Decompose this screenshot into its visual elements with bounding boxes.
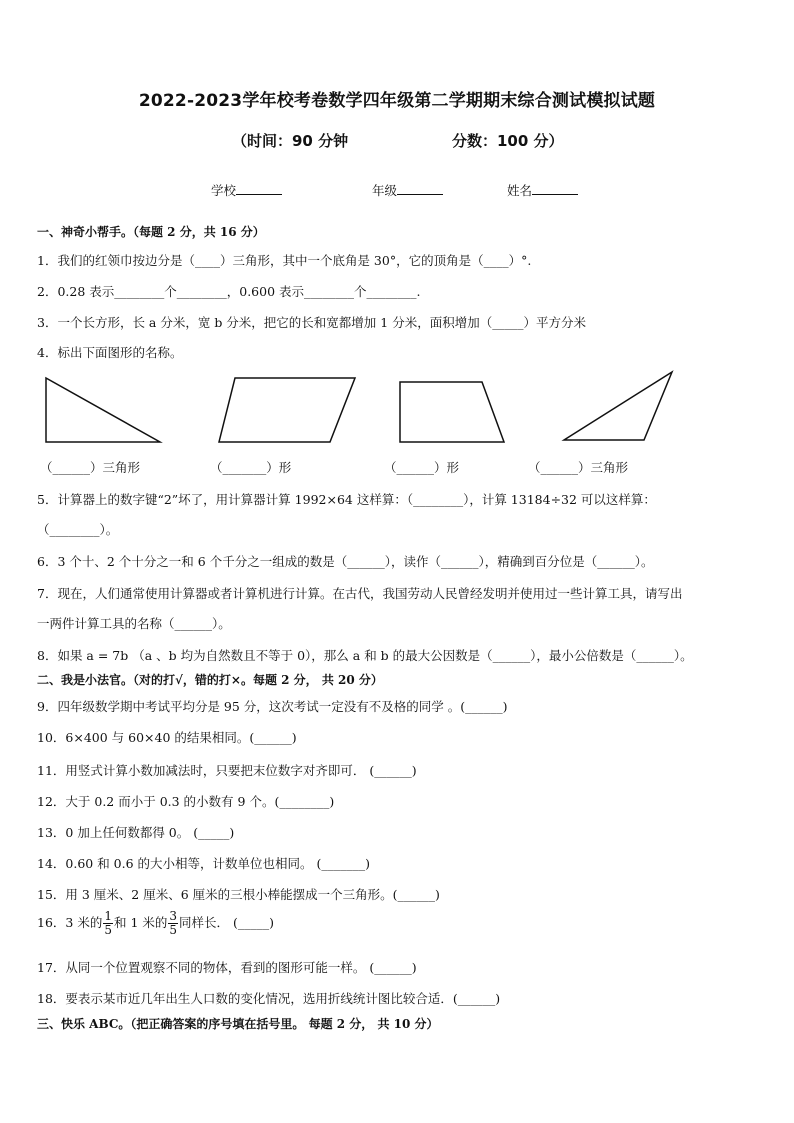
- question-2: 2．0.28 表示________个________，0.600 表示________个________.: [37, 284, 421, 299]
- question-16: 16．3 米的 $\frac{1}{5}$ 和 1 米的 $\frac{3}{5}$ 同样长． (_____): [37, 909, 275, 937]
- question-5: 5．计算器上的数字键“2”坏了，用计算器计算 1992×64 这样算：（________），计算 13184÷32 可以这样算：: [37, 492, 656, 507]
- page-title: 2022-2023学年校考卷数学四年级第二学期期末综合测试模拟试题: [138, 91, 656, 111]
- question-7: 7．现在，人们通常使用计算器或者计算机进行计算。在古代，我国劳动人民曾经发明并使用过一些计算工具，请写出: [37, 586, 683, 601]
- section-3-heading: 三、快乐 ABC。（把正确答案的序号填在括号里。 每题 2 分， 共 10 分）: [37, 1017, 439, 1031]
- question-15: 15．用 3 厘米、2 厘米、6 厘米的三根小棒能摆成一个三角形。(______): [37, 887, 440, 902]
- question-5-continued: （________）。: [37, 522, 119, 537]
- fraction-one-fifth: $\frac{1}{5}$: [104, 909, 112, 937]
- school-field[interactable]: 学校: [211, 181, 282, 199]
- question-9: 9．四年级数学期中考试平均分是 95 分，这次考试一定没有不及格的同学 。(______): [37, 699, 508, 714]
- grade-field[interactable]: 年级: [372, 181, 443, 199]
- shape-label-3: （______）形: [384, 460, 460, 475]
- question-1: 1．我们的红领巾按边分是（____）三角形，其中一个底角是 30°，它的顶角是（____）°.: [37, 253, 532, 268]
- exam-time: （时间：90 分钟: [232, 132, 349, 150]
- question-13: 13．0 加上任何数都得 0。 (_____): [37, 825, 235, 840]
- question-12: 12．大于 0.2 而小于 0.3 的小数有 9 个。(________): [37, 794, 335, 809]
- exam-score: 分数：100 分）: [452, 132, 564, 150]
- fraction-three-fifths: $\frac{3}{5}$: [169, 909, 178, 937]
- question-6: 6．3 个十、2 个十分之一和 6 个千分之一组成的数是（______），读作（______），精确到百分位是（______）。: [37, 554, 654, 569]
- question-11: 11．用竖式计算小数加减法时，只要把末位数字对齐即可． (______): [37, 763, 417, 778]
- question-18: 18．要表示某市近几年出生人口数的变化情况，选用折线统计图比较合适．(______): [37, 991, 501, 1006]
- question-8: 8．如果 a = 7b （a 、b 均为自然数且不等于 0），那么 a 和 b 的最大公因数是（______），最小公倍数是（______）。: [37, 648, 693, 663]
- question-14: 14．0.60 和 0.6 的大小相等，计数单位也相同。 (_______): [37, 856, 371, 871]
- question-10: 10．6×400 与 60×40 的结果相同。(______): [37, 730, 297, 745]
- obtuse-triangle-figure: [560, 368, 678, 446]
- question-17: 17．从同一个位置观察不同的物体，看到的图形可能一样。 (______): [37, 960, 417, 975]
- name-field[interactable]: 姓名: [507, 181, 578, 199]
- question-4: 4．标出下面图形的名称。: [37, 345, 183, 360]
- shape-label-1: （______）三角形: [40, 460, 141, 475]
- section-1-heading: 一、神奇小帮手。（每题 2 分，共 16 分）: [37, 225, 265, 239]
- question-7-continued: 一两件计算工具的名称（______）。: [37, 616, 231, 631]
- section-2-heading: 二、我是小法官。（对的打√，错的打×。每题 2 分， 共 20 分）: [37, 673, 383, 687]
- right-triangle-figure: [40, 372, 165, 446]
- shape-label-2: （_______）形: [210, 460, 292, 475]
- parallelogram-figure: [215, 372, 360, 446]
- question-3: 3．一个长方形，长 a 分米，宽 b 分米，把它的长和宽都增加 1 分米，面积增加（_____）平方分米: [37, 315, 586, 330]
- shape-label-4: （______）三角形: [528, 460, 629, 475]
- trapezoid-figure: [394, 378, 509, 446]
